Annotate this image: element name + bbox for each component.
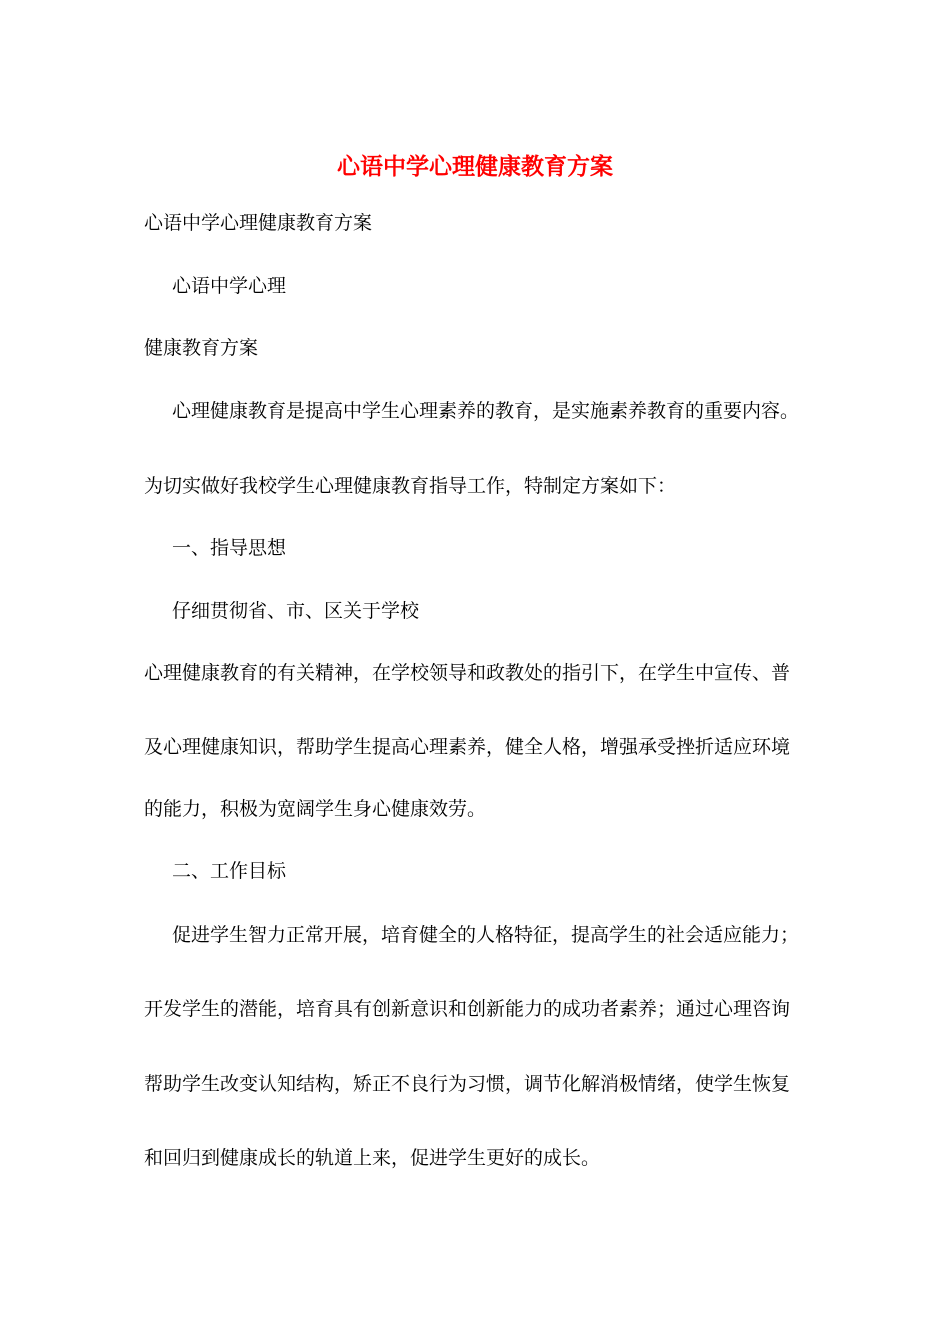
goals-paragraph-line-1: 促进学生智力正常开展，培育健全的人格特征，提高学生的社会适应能力； xyxy=(172,924,800,946)
section-heading-guiding-ideology: 一、指导思想 xyxy=(172,537,287,559)
ideology-paragraph-line-1: 仔细贯彻省、市、区关于学校 xyxy=(172,600,420,622)
document-title: 心语中学心理健康教育方案 xyxy=(337,153,613,180)
intro-paragraph-line-1: 心理健康教育是提高中学生心理素养的教育，是实施素养教育的重要内容。 xyxy=(172,400,800,422)
section-heading-work-goals: 二、工作目标 xyxy=(172,860,287,882)
goals-paragraph-line-2: 开发学生的潜能，培育具有创新意识和创新能力的成功者素养；通过心理咨询 xyxy=(144,998,791,1020)
ideology-paragraph-line-4: 的能力，积极为宽阔学生身心健康效劳。 xyxy=(144,798,487,820)
doc-heading-line: 心语中学心理健康教育方案 xyxy=(144,212,373,234)
goals-paragraph-line-4: 和回归到健康成长的轨道上来，促进学生更好的成长。 xyxy=(144,1147,601,1169)
goals-paragraph-line-3: 帮助学生改变认知结构，矫正不良行为习惯，调节化解消极情绪，使学生恢复 xyxy=(144,1073,791,1095)
doc-subheading-part2: 健康教育方案 xyxy=(144,337,259,359)
ideology-paragraph-line-3: 及心理健康知识，帮助学生提高心理素养，健全人格，增强承受挫折适应环境 xyxy=(144,736,791,758)
intro-paragraph-line-2: 为切实做好我校学生心理健康教育指导工作，特制定方案如下： xyxy=(144,475,677,497)
ideology-paragraph-line-2: 心理健康教育的有关精神，在学校领导和政教处的指引下，在学生中宣传、普 xyxy=(144,662,791,684)
doc-subheading-part1: 心语中学心理 xyxy=(172,275,287,297)
